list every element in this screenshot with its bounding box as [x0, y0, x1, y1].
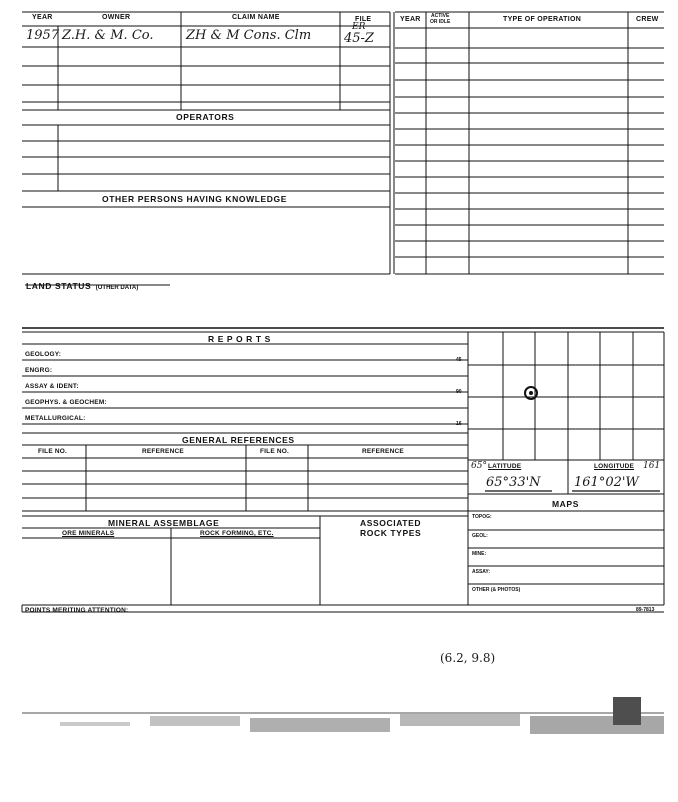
long-suffix: 161: [643, 461, 661, 471]
map-geol: GEOL:: [472, 533, 488, 539]
land-status-sub: (OTHER DATA): [95, 285, 139, 291]
longitude-value: 161°02'W: [574, 475, 639, 490]
report-geology: GEOLOGY:: [25, 351, 62, 358]
col-file: FILE: [355, 16, 372, 23]
section-mineral-assemblage: MINERAL ASSEMBLAGE: [108, 518, 220, 528]
report-assay: ASSAY & IDENT:: [25, 383, 79, 390]
land-status: [26, 276, 138, 294]
col-year: YEAR: [32, 14, 53, 21]
latitude-label: LATITUDE: [488, 463, 522, 470]
section-other-persons: OTHER PERSONS HAVING KNOWLEDGE: [102, 194, 288, 204]
col-or-idle: OR IDLE: [430, 19, 451, 25]
report-engrg: ENGRG:: [25, 367, 53, 374]
longitude-label: LONGITUDE: [594, 463, 635, 470]
report-num-45: 45: [456, 357, 462, 363]
latitude-value: 65°33'N: [486, 475, 541, 490]
report-metallurgical: METALLURGICAL:: [25, 415, 86, 422]
map-assay: ASSAY:: [472, 569, 491, 575]
map-mine: MINE:: [472, 551, 487, 557]
entry-claim-name: ZH & M Cons. Clm: [186, 28, 312, 43]
section-reports: R E P O R T S: [208, 334, 271, 344]
coordinates-note: (6.2, 9.8): [440, 651, 496, 665]
lat-prefix: 65°: [471, 461, 487, 471]
associated-rock-types-2: ROCK TYPES: [360, 528, 422, 538]
entry-file: 45-Z: [344, 31, 374, 46]
col-owner: OWNER: [102, 14, 131, 21]
ref-reference-1: REFERENCE: [142, 448, 184, 455]
rock-forming: ROCK FORMING, ETC.: [200, 530, 274, 537]
report-num-16: 16: [456, 421, 462, 427]
map-other: OTHER (& PHOTOS): [472, 587, 521, 593]
associated-rock-types-1: ASSOCIATED: [360, 518, 422, 528]
section-maps: MAPS: [552, 499, 579, 509]
entry-file-top: ER: [352, 22, 366, 32]
entry-owner: Z.H. & M. Co.: [62, 28, 154, 43]
report-geophys: GEOPHYS. & GEOCHEM:: [25, 399, 107, 406]
map-topog: TOPOG:: [472, 514, 492, 520]
entry-year: 1957: [26, 28, 60, 43]
form-number: 89-7813: [636, 607, 655, 613]
col-type-of-operation: TYPE OF OPERATION: [503, 16, 582, 23]
ore-minerals: ORE MINERALS: [62, 530, 115, 537]
points-meriting-attention: POINTS MERITING ATTENTION:: [25, 607, 129, 614]
col-active: ACTIVE: [431, 13, 450, 19]
ref-file-no-1: FILE NO.: [38, 448, 68, 455]
ref-reference-2: REFERENCE: [362, 448, 404, 455]
section-operators: OPERATORS: [176, 112, 235, 122]
ref-file-no-2: FILE NO.: [260, 448, 290, 455]
section-general-references: GENERAL REFERENCES: [182, 435, 295, 445]
report-num-90: 90: [456, 389, 462, 395]
col-crew: CREW: [636, 16, 659, 23]
col-claim-name: CLAIM NAME: [232, 14, 280, 21]
land-status-label: LAND STATUS: [26, 281, 92, 291]
col-year-right: YEAR: [400, 16, 421, 23]
